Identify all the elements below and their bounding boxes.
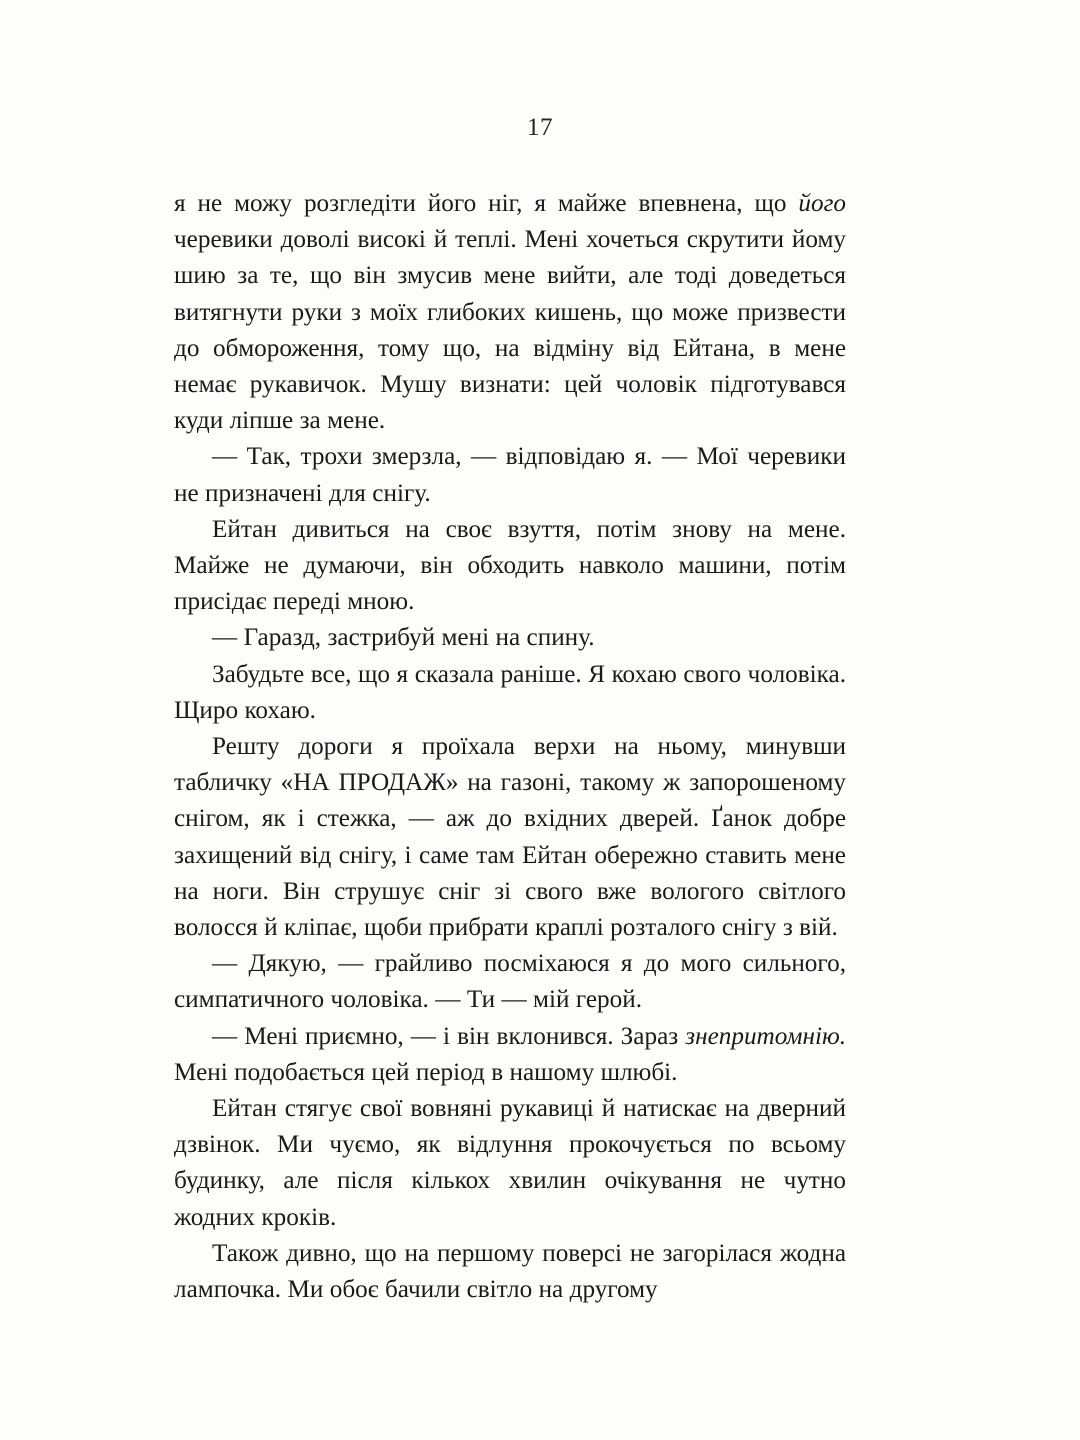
paragraph <box>174 1091 846 1236</box>
paragraph <box>174 946 846 1018</box>
text-run: Забудьте все, що я сказала раніше. Я кохаю свого чоловіка. Щиро кохаю. <box>174 660 846 724</box>
paragraph <box>174 186 846 439</box>
paragraph <box>174 729 846 946</box>
text-run: — Дякую, — грайливо посміхаюся я до мого сильного, симпатичного чоловіка. — Ти — мій герой. <box>174 950 846 1014</box>
text-run: Також дивно, що на першому поверсі не загорілася жодна лампочка. Ми обоє бачили світло на другому <box>174 1239 846 1304</box>
paragraph <box>174 1236 846 1308</box>
emphasized-text: знепритомнію. <box>685 1022 846 1050</box>
paragraph <box>174 657 846 729</box>
text-run: Решту дороги я проїхала верхи на ньому, минувши табличку «НА ПРОДАЖ» на газоні, такому ж запорошеному снігом, як і стежка, — аж до вхідних дверей. Ґанок добре захищений від снігу, і саме там Ейтан обережно ставить мене на ноги. Він струшує сніг зі свого вже вологого світлого волосся й кліпає, щоби прибрати краплі розталого снігу з вій. <box>174 733 846 942</box>
text-run: Ейтан стягує свої вовняні рукавиці й натискає на дверний дзвінок. Ми чуємо, як відлуння прокочується по всьому будинку, але після кількох хвилин очікування не чутно жодних кроків. <box>174 1095 846 1231</box>
emphasized-text: його <box>798 190 846 217</box>
paragraph <box>174 512 846 621</box>
body-text-block <box>174 186 846 1308</box>
text-run: — Мені приємно, — і він вклонився. Зараз <box>212 1022 686 1050</box>
text-run: — Так, трохи змерзла, — відповідаю я. — Мої черевики не призначені для снігу. <box>174 443 846 507</box>
text-run: — Гаразд, застрибуй мені на спину. <box>212 624 595 652</box>
page-number: 17 <box>527 114 553 141</box>
text-run: Ейтан дивиться на своє взуття, потім знову на мене. Майже не думаючи, він обходить навколо машини, потім присідає переді мною. <box>174 515 846 616</box>
text-run: я не можу розгледіти його ніг, я майже впевнена, що <box>174 190 799 217</box>
text-run: черевики доволі високі й теплі. Мені хочеться скрутити йому шию за те, що він змусив мене вийти, але тоді доведеться витягнути руки з моїх глибоких кишень, що може призвести до обмороження, тому що, на відміну від Ейтана, в мене немає рукавичок. Мушу визнати: цей чоловік підготувався куди ліпше за мене. <box>174 226 846 435</box>
paragraph <box>174 1019 846 1091</box>
paragraph <box>174 439 846 511</box>
text-run: Мені подобається цей період в нашому шлюбі. <box>174 1058 678 1086</box>
paragraph <box>174 620 846 656</box>
